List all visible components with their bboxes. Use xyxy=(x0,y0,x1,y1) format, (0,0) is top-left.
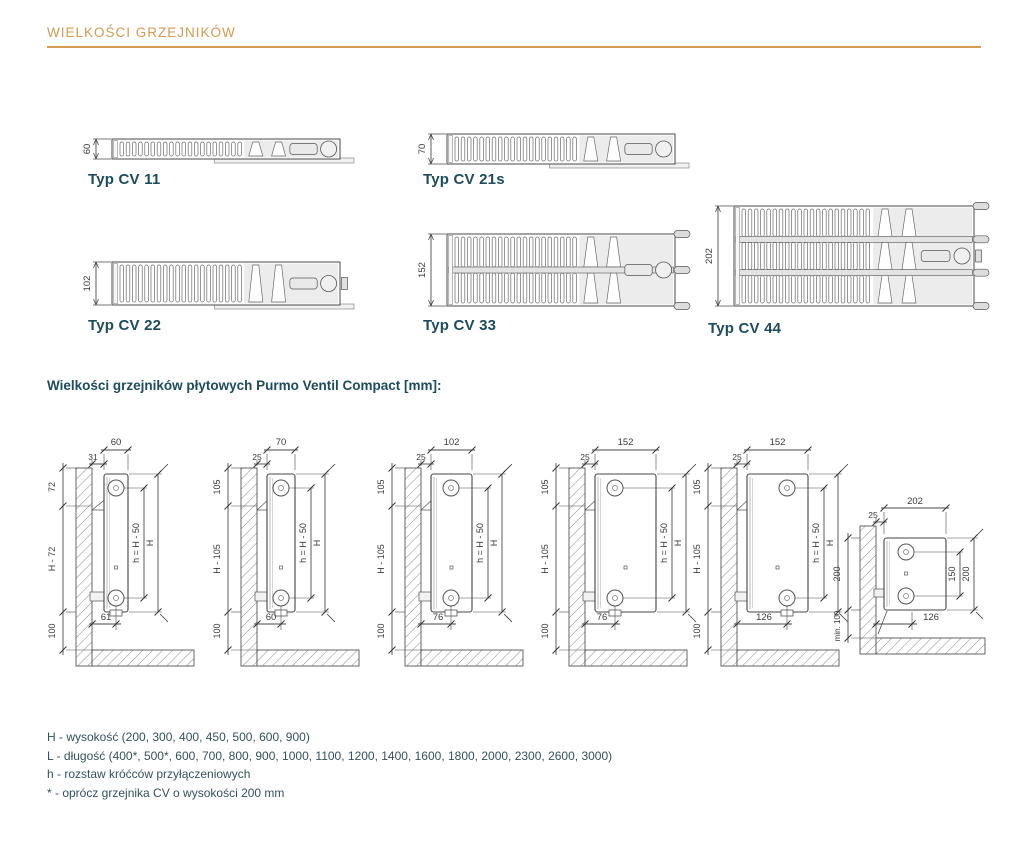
radiator-cross-section-5 xyxy=(700,194,1012,316)
dimension-label: 202 xyxy=(907,496,923,507)
dimension-label: 100 xyxy=(47,623,57,639)
dimension-label: 152 xyxy=(417,262,428,278)
dimension-label: h = H - 50 xyxy=(659,523,669,563)
radiator-type-label: Typ CV 22 xyxy=(88,317,162,334)
wall-hatch xyxy=(241,468,257,666)
dimension-label: 102 xyxy=(82,275,93,292)
dimension-label: 105 xyxy=(540,479,550,495)
dimension-label: H xyxy=(145,539,155,547)
dimension-label: H xyxy=(825,539,835,547)
dimension-label: 25 xyxy=(252,452,262,462)
dimension-label: 25 xyxy=(580,452,590,462)
dimension-label: h = H - 50 xyxy=(811,523,821,563)
radiator-body xyxy=(884,538,946,610)
dimension-label: 126 xyxy=(756,612,772,623)
radiator-type-label: Typ CV 11 xyxy=(88,171,161,188)
dimension-label: 31 xyxy=(88,452,98,462)
dimension-label: H - 105 xyxy=(376,544,386,574)
floor-hatch xyxy=(737,650,839,666)
dimension-label: h = H - 50 xyxy=(131,523,141,563)
dimension-label: 200 xyxy=(961,566,971,582)
dimension-label: H - 105 xyxy=(692,544,702,574)
dimension-label: 102 xyxy=(443,437,460,448)
radiator-type-label: Typ CV 21s xyxy=(423,171,505,188)
dimension-label: min. 100 xyxy=(833,610,842,642)
installation-diagram-5 xyxy=(687,424,852,674)
radiator-cross-section-4 xyxy=(417,222,689,316)
installation-diagram-4 xyxy=(535,424,700,674)
dimension-label: 105 xyxy=(376,479,386,495)
dimension-label: 61 xyxy=(100,612,112,623)
dimension-label: 25 xyxy=(732,452,742,462)
radiator-cross-section-3 xyxy=(82,250,354,316)
dimension-label: 70 xyxy=(275,437,287,448)
wall-hatch xyxy=(721,468,737,666)
dimension-label: H - 72 xyxy=(47,546,57,572)
dimension-label: 72 xyxy=(47,481,57,493)
title-underline-rule xyxy=(47,46,981,48)
dimension-label: 105 xyxy=(692,479,702,495)
legend-line-connections: h - rozstaw króćców przyłączeniowych xyxy=(47,767,251,781)
dimension-label: H - 105 xyxy=(540,544,550,574)
dimension-label: 25 xyxy=(868,510,878,520)
legend-line-height: H - wysokość (200, 300, 400, 450, 500, 600, 900) xyxy=(47,730,310,744)
legend-block xyxy=(47,728,612,802)
installation-diagram-3 xyxy=(371,424,536,674)
floor-hatch xyxy=(876,638,985,654)
installation-diagram-1 xyxy=(42,424,207,674)
section-subtitle: Wielkości grzejników płytowych Purmo Ventil Compact [mm]: xyxy=(47,378,442,393)
radiator-body xyxy=(747,474,808,612)
wall-hatch xyxy=(76,468,92,666)
wall-hatch xyxy=(569,468,585,666)
dimension-label: 105 xyxy=(212,479,222,495)
dimension-label: 100 xyxy=(540,623,550,639)
dimension-label: 100 xyxy=(692,623,702,639)
dimension-label: h = H - 50 xyxy=(475,523,485,563)
dimension-label: H xyxy=(312,539,322,547)
dimension-label: H - 105 xyxy=(212,544,222,574)
dimension-label: 70 xyxy=(417,143,428,155)
dimension-label: 76 xyxy=(432,612,444,623)
installation-diagram-2 xyxy=(207,424,372,674)
radiator-type-label: Typ CV 33 xyxy=(423,317,497,334)
radiator-type-label: Typ CV 44 xyxy=(708,320,782,337)
dimension-label: 200 xyxy=(832,566,842,582)
dimension-label: 126 xyxy=(923,612,939,623)
wall-hatch xyxy=(860,526,876,654)
radiator-cross-section-2 xyxy=(417,122,689,176)
radiator-cross-section-1 xyxy=(82,127,354,175)
dimension-label: 25 xyxy=(416,452,426,462)
dimension-label: 202 xyxy=(704,248,715,264)
dimension-label: 100 xyxy=(376,623,386,639)
dimension-label: 60 xyxy=(82,143,93,155)
dimension-label: H xyxy=(489,539,499,547)
dimension-label: 150 xyxy=(947,566,957,582)
dimension-label: 76 xyxy=(596,612,608,623)
dimension-label: 152 xyxy=(617,437,634,448)
floor-hatch xyxy=(257,650,359,666)
dimension-label: 100 xyxy=(212,623,222,639)
legend-line-footnote: * - oprócz grzejnika CV o wysokości 200 mm xyxy=(47,785,285,800)
page-title: WIELKOŚCI GRZEJNIKÓW xyxy=(47,25,236,40)
floor-hatch xyxy=(92,650,194,666)
dimension-label: h = H - 50 xyxy=(298,523,308,563)
dimension-label: 152 xyxy=(769,437,786,448)
wall-hatch xyxy=(405,468,421,666)
low-height-installation-diagram xyxy=(830,462,1027,667)
floor-hatch xyxy=(585,650,687,666)
floor-hatch xyxy=(421,650,523,666)
dimension-label: 60 xyxy=(265,612,277,623)
dimension-label: 60 xyxy=(110,437,122,448)
dimension-label: H xyxy=(673,539,683,547)
legend-line-length: L - długość (400*, 500*, 600, 700, 800, 900, 1000, 1100, 1200, 1400, 1600, 1800, 2000, 2300, 2600, 3000) xyxy=(47,748,613,763)
radiator-body xyxy=(595,474,656,612)
